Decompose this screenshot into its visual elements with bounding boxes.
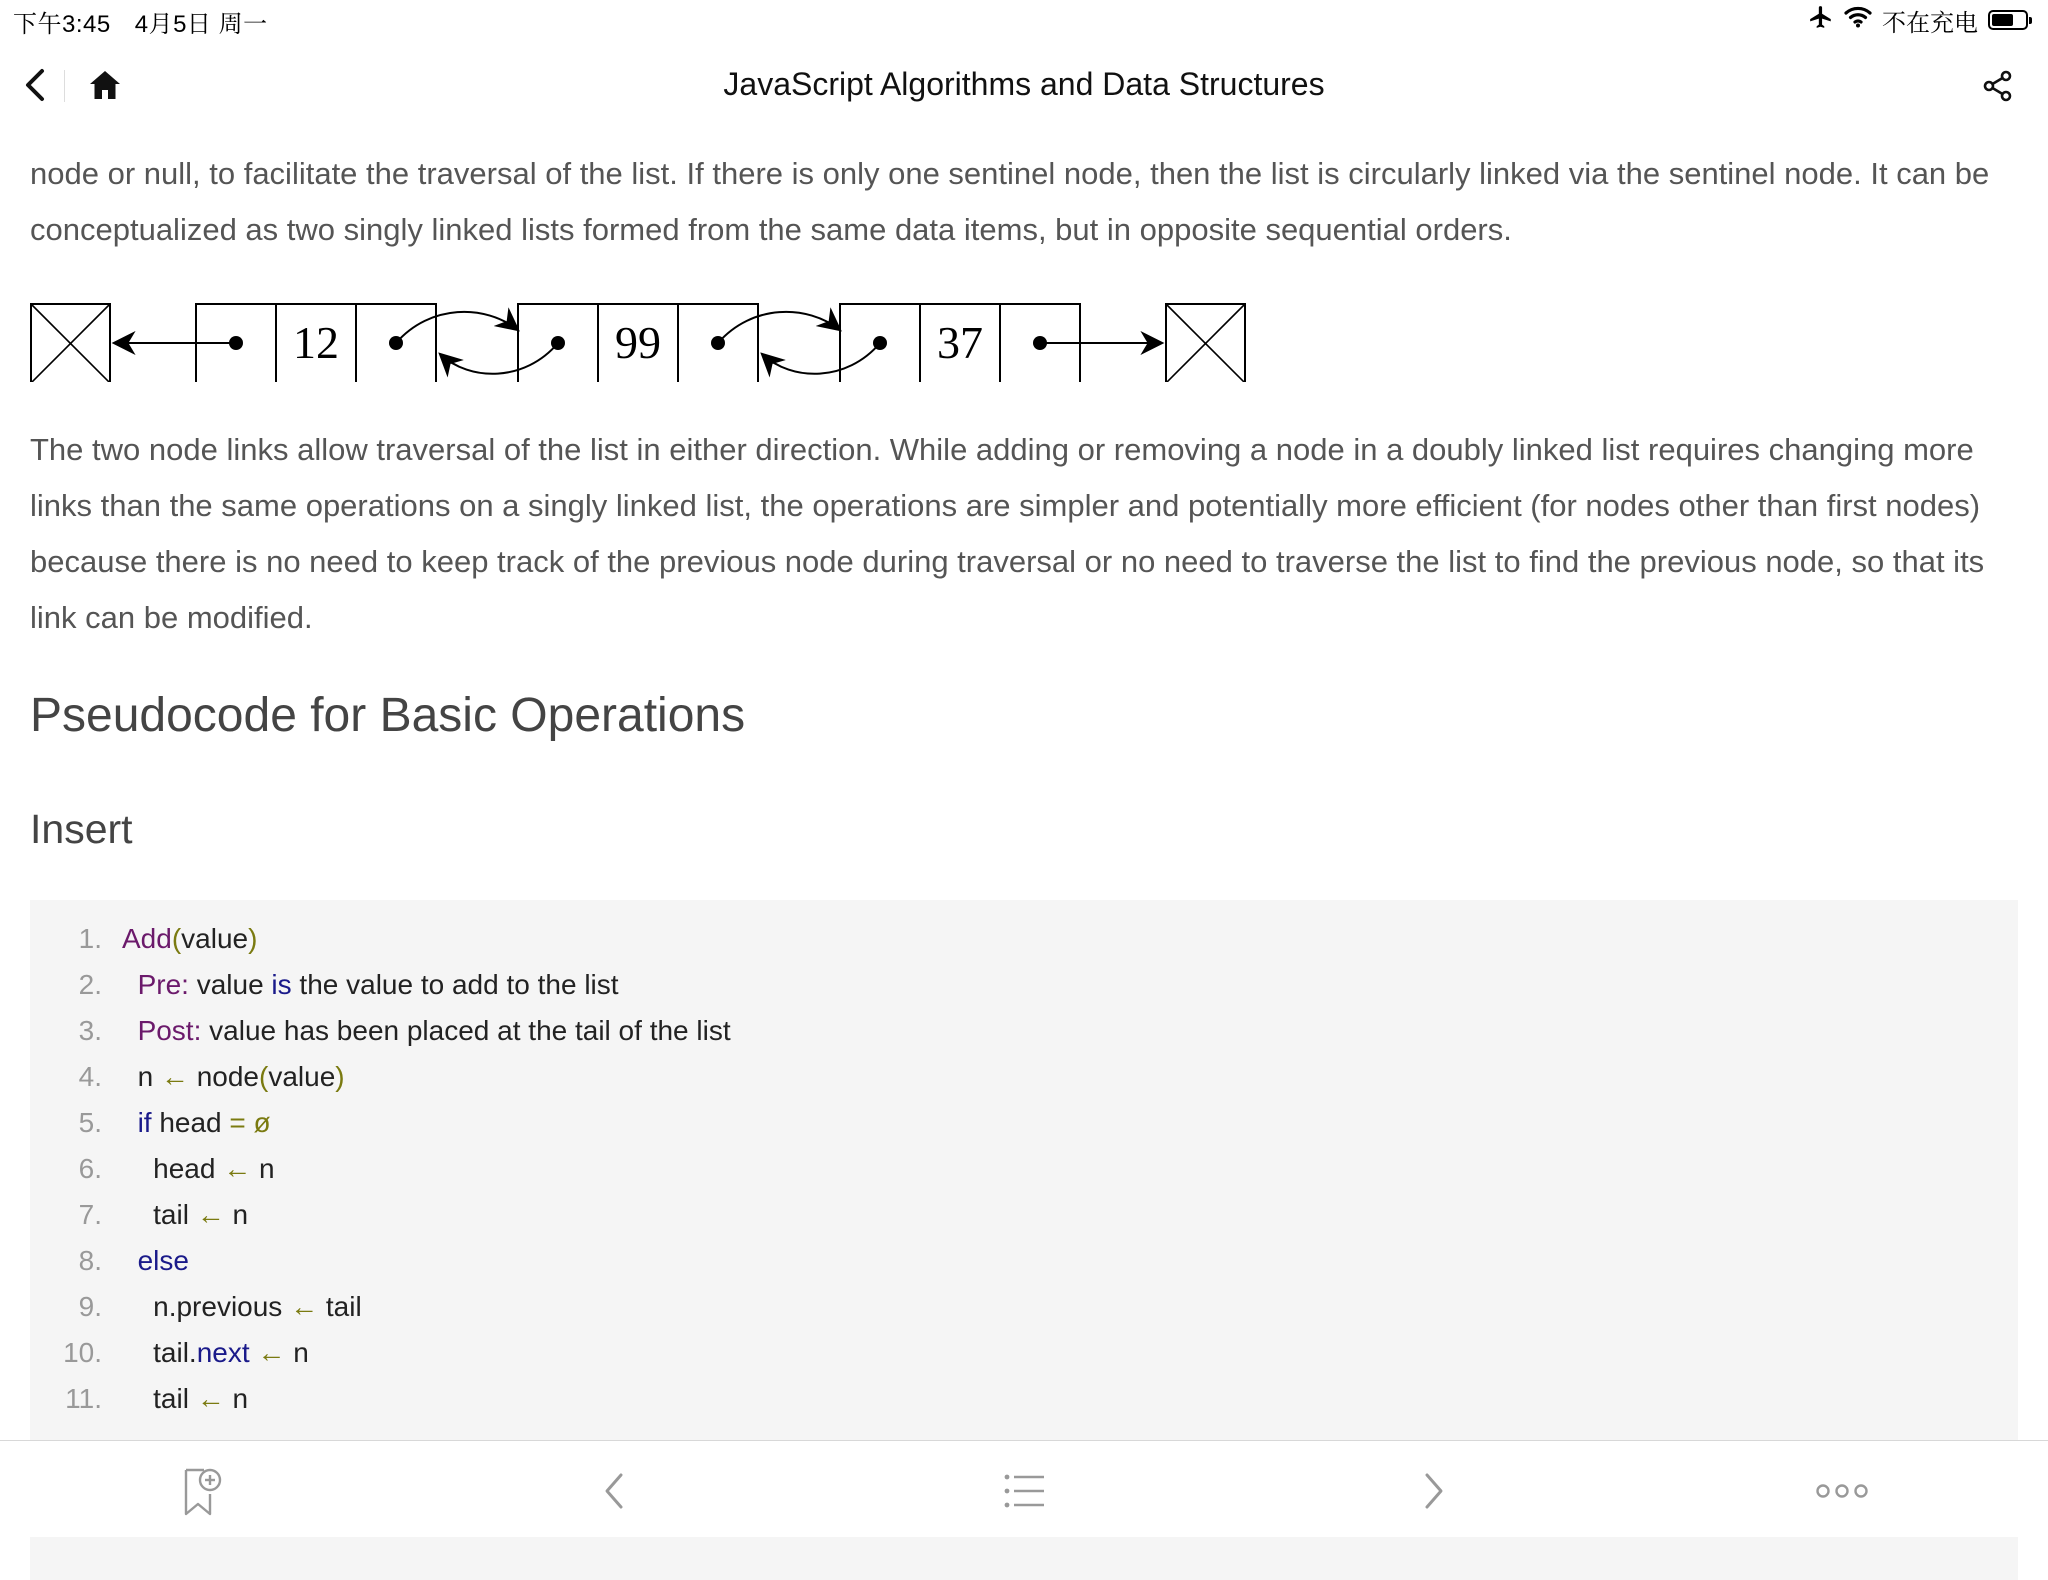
share-button[interactable] [1976,64,2020,108]
previous-page-button[interactable] [584,1461,644,1521]
code-line: 2. Pre: value is the value to add to the list [30,962,619,1008]
status-time: 下午3:45 [13,11,111,38]
null-sentinel-right [1166,304,1245,382]
line-number: 9. [78,1291,102,1322]
charging-status: 不在充电 [1882,9,1978,37]
line-number: 6. [78,1153,102,1184]
wifi-icon [1844,5,1872,36]
code-line: 6. head ← n [30,1146,275,1192]
paragraph-traversal: The two node links allow traversal of the list in either direction. While adding or removing a node in a doubly linked list requires changing more links than the same operations on a singly linked list, the operations are simpler and potentially more efficient (for nodes other than first nodes) because there is no need to keep track of the previous node during traversal or no need to traverse the list to find the previous node, so that its link can be modified. [30,432,1985,635]
chevron-right-icon [1419,1471,1449,1511]
code-line: 11. tail ← n [30,1376,248,1422]
line-number: 11. [65,1383,102,1414]
doubly-linked-list-diagram [30,282,1250,382]
code-line: 8. else [30,1238,189,1284]
next-page-button[interactable] [1404,1461,1464,1521]
code-line: 1. Add(value) [30,916,257,962]
list-node-2 [518,304,758,382]
airplane-icon [1808,4,1834,37]
subsection-heading-insert: Insert [30,806,133,852]
node-value-2: 99 [615,317,661,368]
line-number: 1. [78,923,102,954]
bookmark-add-icon [180,1464,224,1518]
code-line: 9. n.previous ← tail [30,1284,362,1330]
node-value-1: 12 [293,317,339,368]
status-date: 4月5日 周一 [134,11,268,38]
battery-icon [1988,10,2028,30]
node-value-3: 37 [937,317,983,368]
code-line: 3. Post: value has been placed at the tail of the list [30,1008,731,1054]
share-icon [1982,70,2014,102]
more-options-button[interactable] [1812,1461,1872,1521]
table-of-contents-button[interactable] [994,1461,1054,1521]
bottom-toolbar [0,1440,2048,1537]
line-number: 7. [78,1199,102,1230]
status-bar [0,0,2048,40]
line-number: 8. [78,1245,102,1276]
line-number: 10. [63,1337,102,1368]
more-icon [1815,1481,1869,1501]
null-sentinel-left [31,304,110,382]
section-heading: Pseudocode for Basic Operations [30,689,746,742]
line-number: 3. [78,1015,102,1046]
code-line: 10. tail.next ← n [30,1330,309,1376]
line-number: 4. [78,1061,102,1092]
paragraph-sentinel: node or null, to facilitate the traversal of the list. If there is only one sentinel node, then the list is circularly linked via the sentinel node. It can be conceptualized as two singly linked lists formed from the same data items, but in opposite sequential orders. [30,156,1990,247]
add-bookmark-button[interactable] [172,1461,232,1521]
nav-bar [0,40,2048,134]
code-line: 7. tail ← n [30,1192,248,1238]
code-line: 5. if head = ø [30,1100,271,1146]
chevron-left-icon [599,1471,629,1511]
line-number: 2. [78,969,102,1000]
page-title: JavaScript Algorithms and Data Structures [723,66,1325,102]
list-icon [1002,1469,1046,1513]
code-line: 4. n ← node(value) [30,1054,345,1100]
line-number: 5. [78,1107,102,1138]
